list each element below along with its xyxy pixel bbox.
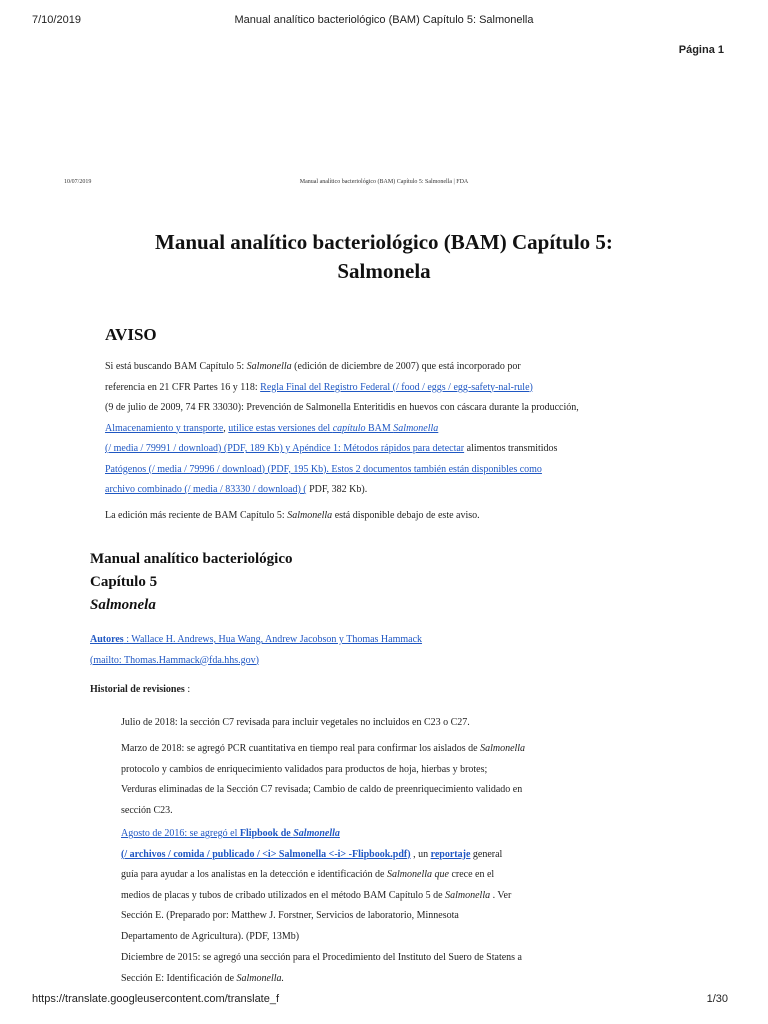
revision-entry <box>121 739 601 821</box>
text-italic: Salmonella <box>445 889 491 901</box>
revision-entry <box>121 948 601 989</box>
notice-line-3: (9 de julio de 2009, 74 FR 33030): Prevención de Salmonella Enteritidis en huevos con cáscara durante la producción, <box>105 402 579 413</box>
inner-page-date: 10/07/2019 <box>64 179 92 185</box>
footer-url: https://translate.googleusercontent.com/translate_f <box>32 993 280 1005</box>
text: Marzo de 2018: se agregó PCR cuantitativa en tiempo real para confirmar los aislados de <box>121 743 481 754</box>
revision-line: Diciembre de 2015: se agregó una sección para el Procedimiento del Instituto del Suero de Statens a <box>121 952 522 963</box>
chapter-heading-line2: Capítulo 5 <box>90 574 158 590</box>
text: BAM <box>365 422 394 434</box>
print-title: Manual analítico bacteriológico (BAM) Capítulo 5: Salmonella <box>234 14 534 26</box>
text: Sección E: Identificación de <box>121 972 237 984</box>
revision-line <box>121 865 601 886</box>
pathogens-download-link[interactable]: Patógenos (/ media / 79996 / download) (PDF, 195 Kb). Estos 2 documentos también están disponibles como <box>105 463 542 475</box>
text: guía para ayudar a los analistas en la detección e identificación de <box>121 869 387 880</box>
print-date: 7/10/2019 <box>32 14 81 26</box>
text: alimentos transmitidos <box>464 443 558 454</box>
revision-line: Departamento de Agricultura). (PDF, 13Mb) <box>121 930 300 942</box>
chapter-heading-line3 <box>90 594 292 617</box>
text: crece en el <box>448 869 495 880</box>
revision-line <box>121 845 601 866</box>
text-bold: Historial de revisiones <box>90 684 185 695</box>
text: medios de placas y tubos de cribado utilizados en el método BAM Capítulo 5 de <box>121 889 446 901</box>
storage-transport-link[interactable]: Almacenamiento y transporte <box>105 422 224 434</box>
flipbook-link[interactable] <box>121 828 340 839</box>
text-bold-italic: Salmonella <box>293 828 340 839</box>
revision-line: Sección E. (Preparado por: Matthew J. Forstner, Servicios de laboratorio, Minnesota <box>121 910 459 921</box>
text: , un <box>410 848 431 860</box>
revision-line: protocolo y cambios de enriquecimiento validados para productos de hoja, hierbas y brotes; <box>121 763 488 775</box>
author-email-link[interactable]: (mailto: Thomas.Hammack@fda.hhs.gov) <box>90 654 259 666</box>
text-bold: (/ archivos / comida / publicado / <i> Salmonella <-i> -Flipbook.pdf) <box>121 848 411 860</box>
revision-line: sección C23. <box>121 804 173 816</box>
text: general <box>470 848 503 860</box>
text-italic: Salmonella <box>480 743 526 754</box>
text: Agosto de 2016: se agregó el <box>121 828 240 839</box>
page-title <box>90 228 678 286</box>
text: utilice estas versiones del <box>228 422 333 434</box>
page-title-line2: Salmonela <box>337 259 431 283</box>
authors-line <box>90 630 690 651</box>
revision-line <box>121 824 601 845</box>
notice-line-5 <box>105 439 665 460</box>
notice-line-1 <box>105 357 665 378</box>
text: (edición de diciembre de 2007) que está incorporado por <box>291 361 521 372</box>
revision-line <box>121 886 601 907</box>
footer-page-number: 1/30 <box>706 993 728 1005</box>
bam-download-link[interactable]: (/ media / 79991 / download) (PDF, 189 Kb) y Apéndice 1: Métodos rápidos para detectar <box>105 443 465 454</box>
text-italic: Salmonella que <box>387 869 449 880</box>
notice-line-2 <box>105 378 665 399</box>
text: La edición más reciente de BAM Capítulo 5: <box>105 510 288 521</box>
federal-register-link[interactable]: Regla Final del Registro Federal (/ food / eggs / egg-safety-nal-rule) <box>260 381 533 393</box>
notice-heading: AVISO <box>105 325 157 344</box>
text-bold: Flipbook de <box>239 828 294 839</box>
text: referencia en 21 CFR Partes 16 y 118: <box>105 381 261 393</box>
text: . Ver <box>490 889 512 901</box>
text-italic: Salmonella. <box>236 972 285 984</box>
text-italic: Salmonella <box>287 510 333 521</box>
chapter-heading-line1: Manual analítico bacteriológico <box>90 551 293 567</box>
flipbook-pdf-link[interactable] <box>121 849 411 860</box>
notice-line-4 <box>105 419 665 440</box>
text: : <box>184 684 191 695</box>
text-italic: capítulo <box>332 422 366 434</box>
page-title-line1: Manual analítico bacteriológico (BAM) Capítulo 5: <box>155 230 613 254</box>
bam-chapter-link[interactable] <box>228 423 438 434</box>
inner-page-title: Manual analítico bacteriológico (BAM) Capítulo 5: Salmonella | FDA <box>299 179 469 185</box>
page-label: Página 1 <box>678 44 724 56</box>
text-italic: Salmonella <box>393 422 439 434</box>
text: Si está buscando BAM Capítulo 5: <box>105 361 247 372</box>
revision-line: Verduras eliminadas de la Sección C7 revisada; Cambio de caldo de preenriquecimiento validado en <box>121 784 523 795</box>
notice-line-6 <box>105 460 665 481</box>
text: está disponible debajo de este aviso. <box>332 510 480 521</box>
revision-entry <box>121 824 601 947</box>
notice-line-7 <box>105 480 665 501</box>
text-bold: Autores <box>90 634 124 645</box>
text-italic: Salmonela <box>90 597 156 613</box>
revision-line <box>121 739 601 760</box>
report-link[interactable] <box>431 849 471 860</box>
notice-paragraph <box>105 357 665 501</box>
revision-entry: Julio de 2018: la sección C7 revisada para incluir vegetales no incluidos en C23 o C27. <box>121 717 470 728</box>
authors <box>90 630 690 671</box>
text-italic: Salmonella <box>246 361 292 372</box>
text: , <box>223 422 229 434</box>
authors-label-link[interactable] <box>90 634 124 645</box>
revision-history-label <box>90 684 190 695</box>
chapter-heading <box>90 548 292 617</box>
combined-file-link[interactable]: archivo combinado (/ media / 83330 / download) ( <box>105 484 307 495</box>
text: PDF, 382 Kb). <box>306 484 368 495</box>
revision-line <box>121 969 601 990</box>
authors-mail-line <box>90 651 690 672</box>
latest-edition-note <box>105 506 665 527</box>
text-bold: reportaje <box>430 848 471 860</box>
authors-names-link[interactable]: : Wallace H. Andrews, Hua Wang, Andrew Jacobson y Thomas Hammack <box>123 634 423 645</box>
